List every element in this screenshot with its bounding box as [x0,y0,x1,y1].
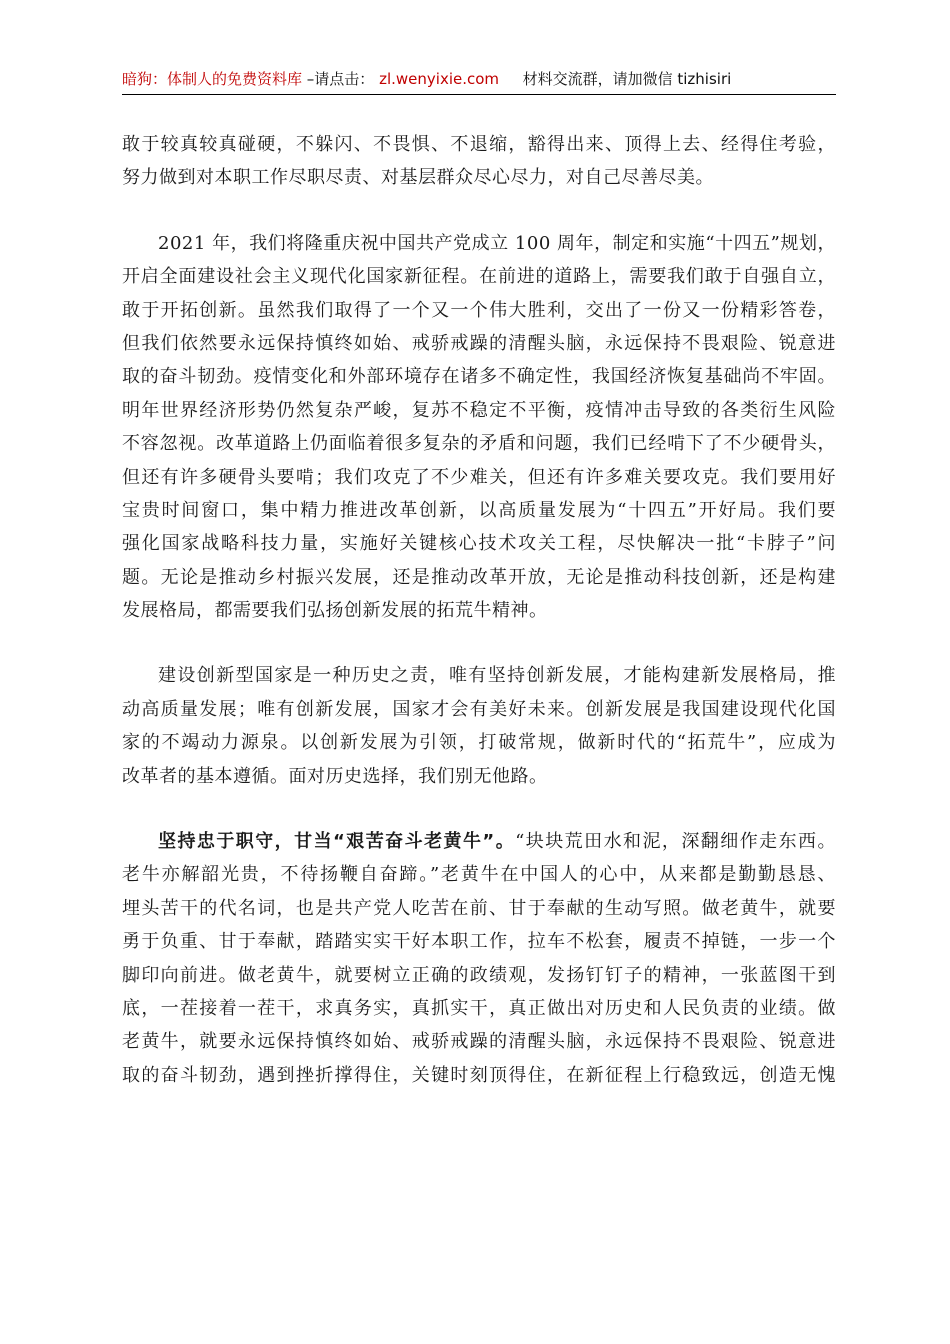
paragraph-4 [122,825,836,1092]
text-line-rest: “块块荒田水和泥，深翻细作走东西。 [515,831,836,853]
paragraph-2 [122,227,836,628]
text-line: 建设创新型国家是一种历史之责，唯有坚持创新发展，才能构建新发展格局，推 [158,665,836,687]
text-line: 题。无论是推动乡村振兴发展，还是推动改革开放，无论是推动科技创新，还是构建 [122,566,836,588]
header-prompt: –请点击： [306,70,375,88]
text-line: 勇于负重、甘于奉献，踏踏实实干好本职工作，拉车不松套，履责不掉链，一步一个 [122,931,836,953]
paragraph-1 [122,128,836,195]
header-wechat-note: 材料交流群，请加微信 tizhisiri [522,70,732,88]
header-brand: 暗狗：体制人的免费资料库 [122,70,303,88]
text-line: 2021 年，我们将隆重庆祝中国共产党成立 100 周年，制定和实施“十四五”规划， [158,232,836,254]
text-line: 家的不竭动力源泉。以创新发展为引领，打破常规，做新时代的“拓荒牛”，应成为 [122,732,836,754]
text-line: 脚印向前进。做老黄牛，就要树立正确的政绩观，发扬钉钉子的精神，一张蓝图干到 [122,964,836,986]
page-header [122,68,836,95]
text-line: 发展格局，都需要我们弘扬创新发展的拓荒牛精神。 [122,600,548,622]
text-line: 底，一茬接着一茬干，求真务实，真抓实干，真正做出对历史和人民负责的业绩。做 [122,997,836,1019]
text-line [122,825,836,858]
text-line: 但还有许多硬骨头要啃；我们攻克了不少难关，但还有许多难关要攻克。我们要用好 [122,466,836,488]
text-line: 强化国家战略科技力量，实施好关键核心技术攻关工程，尽快解决一批“卡脖子”问 [122,533,836,555]
document-body [122,128,836,1092]
text-line: 老黄牛，就要永远保持慎终如始、戒骄戒躁的清醒头脑，永远保持不畏艰险、锐意进 [122,1031,836,1053]
text-line: 开启全面建设社会主义现代化国家新征程。在前进的道路上，需要我们敢于自强自立， [122,266,836,288]
text-line: 宝贵时间窗口，集中精力推进改革创新，以高质量发展为“十四五”开好局。我们要 [122,499,836,521]
text-line: 敢于较真较真碰硬，不躲闪、不畏惧、不退缩，豁得出来、顶得上去、经得住考验， [122,134,836,155]
header-url-link[interactable]: zl.wenyixie.com [379,70,500,88]
text-line: 但我们依然要永远保持慎终如始、戒骄戒躁的清醒头脑，永远保持不畏艰险、锐意进 [122,332,836,354]
text-line: 取的奋斗韧劲，遇到挫折撑得住，关键时刻顶得住，在新征程上行稳致远，创造无愧 [122,1064,836,1086]
text-line: 动高质量发展；唯有创新发展，国家才会有美好未来。创新发展是我国建设现代化国 [122,698,836,720]
text-line: 努力做到对本职工作尽职尽责、对基层群众尽心尽力，对自己尽善尽美。 [122,167,714,189]
text-line: 埋头苦干的代名词，也是共产党人吃苦在前、甘于奉献的生动写照。做老黄牛，就要 [122,897,836,919]
section-heading: 坚持忠于职守，甘当“艰苦奋斗老黄牛”。 [158,831,516,853]
text-line: 改革者的基本遵循。面对历史选择，我们别无他路。 [122,765,548,787]
text-line: 老牛亦解韶光贵，不待扬鞭自奋蹄。”老黄牛在中国人的心中，从来都是勤勤恳恳、 [122,864,836,886]
paragraph-3 [122,659,836,793]
text-line: 敢于开拓创新。虽然我们取得了一个又一个伟大胜利，交出了一份又一份精彩答卷， [122,299,836,321]
text-line: 取的奋斗韧劲。疫情变化和外部环境存在诸多不确定性，我国经济恢复基础尚不牢固。 [122,366,836,388]
text-line: 明年世界经济形势仍然复杂严峻，复苏不稳定不平衡，疫情冲击导致的各类衍生风险 [122,399,836,421]
text-line: 不容忽视。改革道路上仍面临着很多复杂的矛盾和问题，我们已经啃下了不少硬骨头， [122,433,836,455]
